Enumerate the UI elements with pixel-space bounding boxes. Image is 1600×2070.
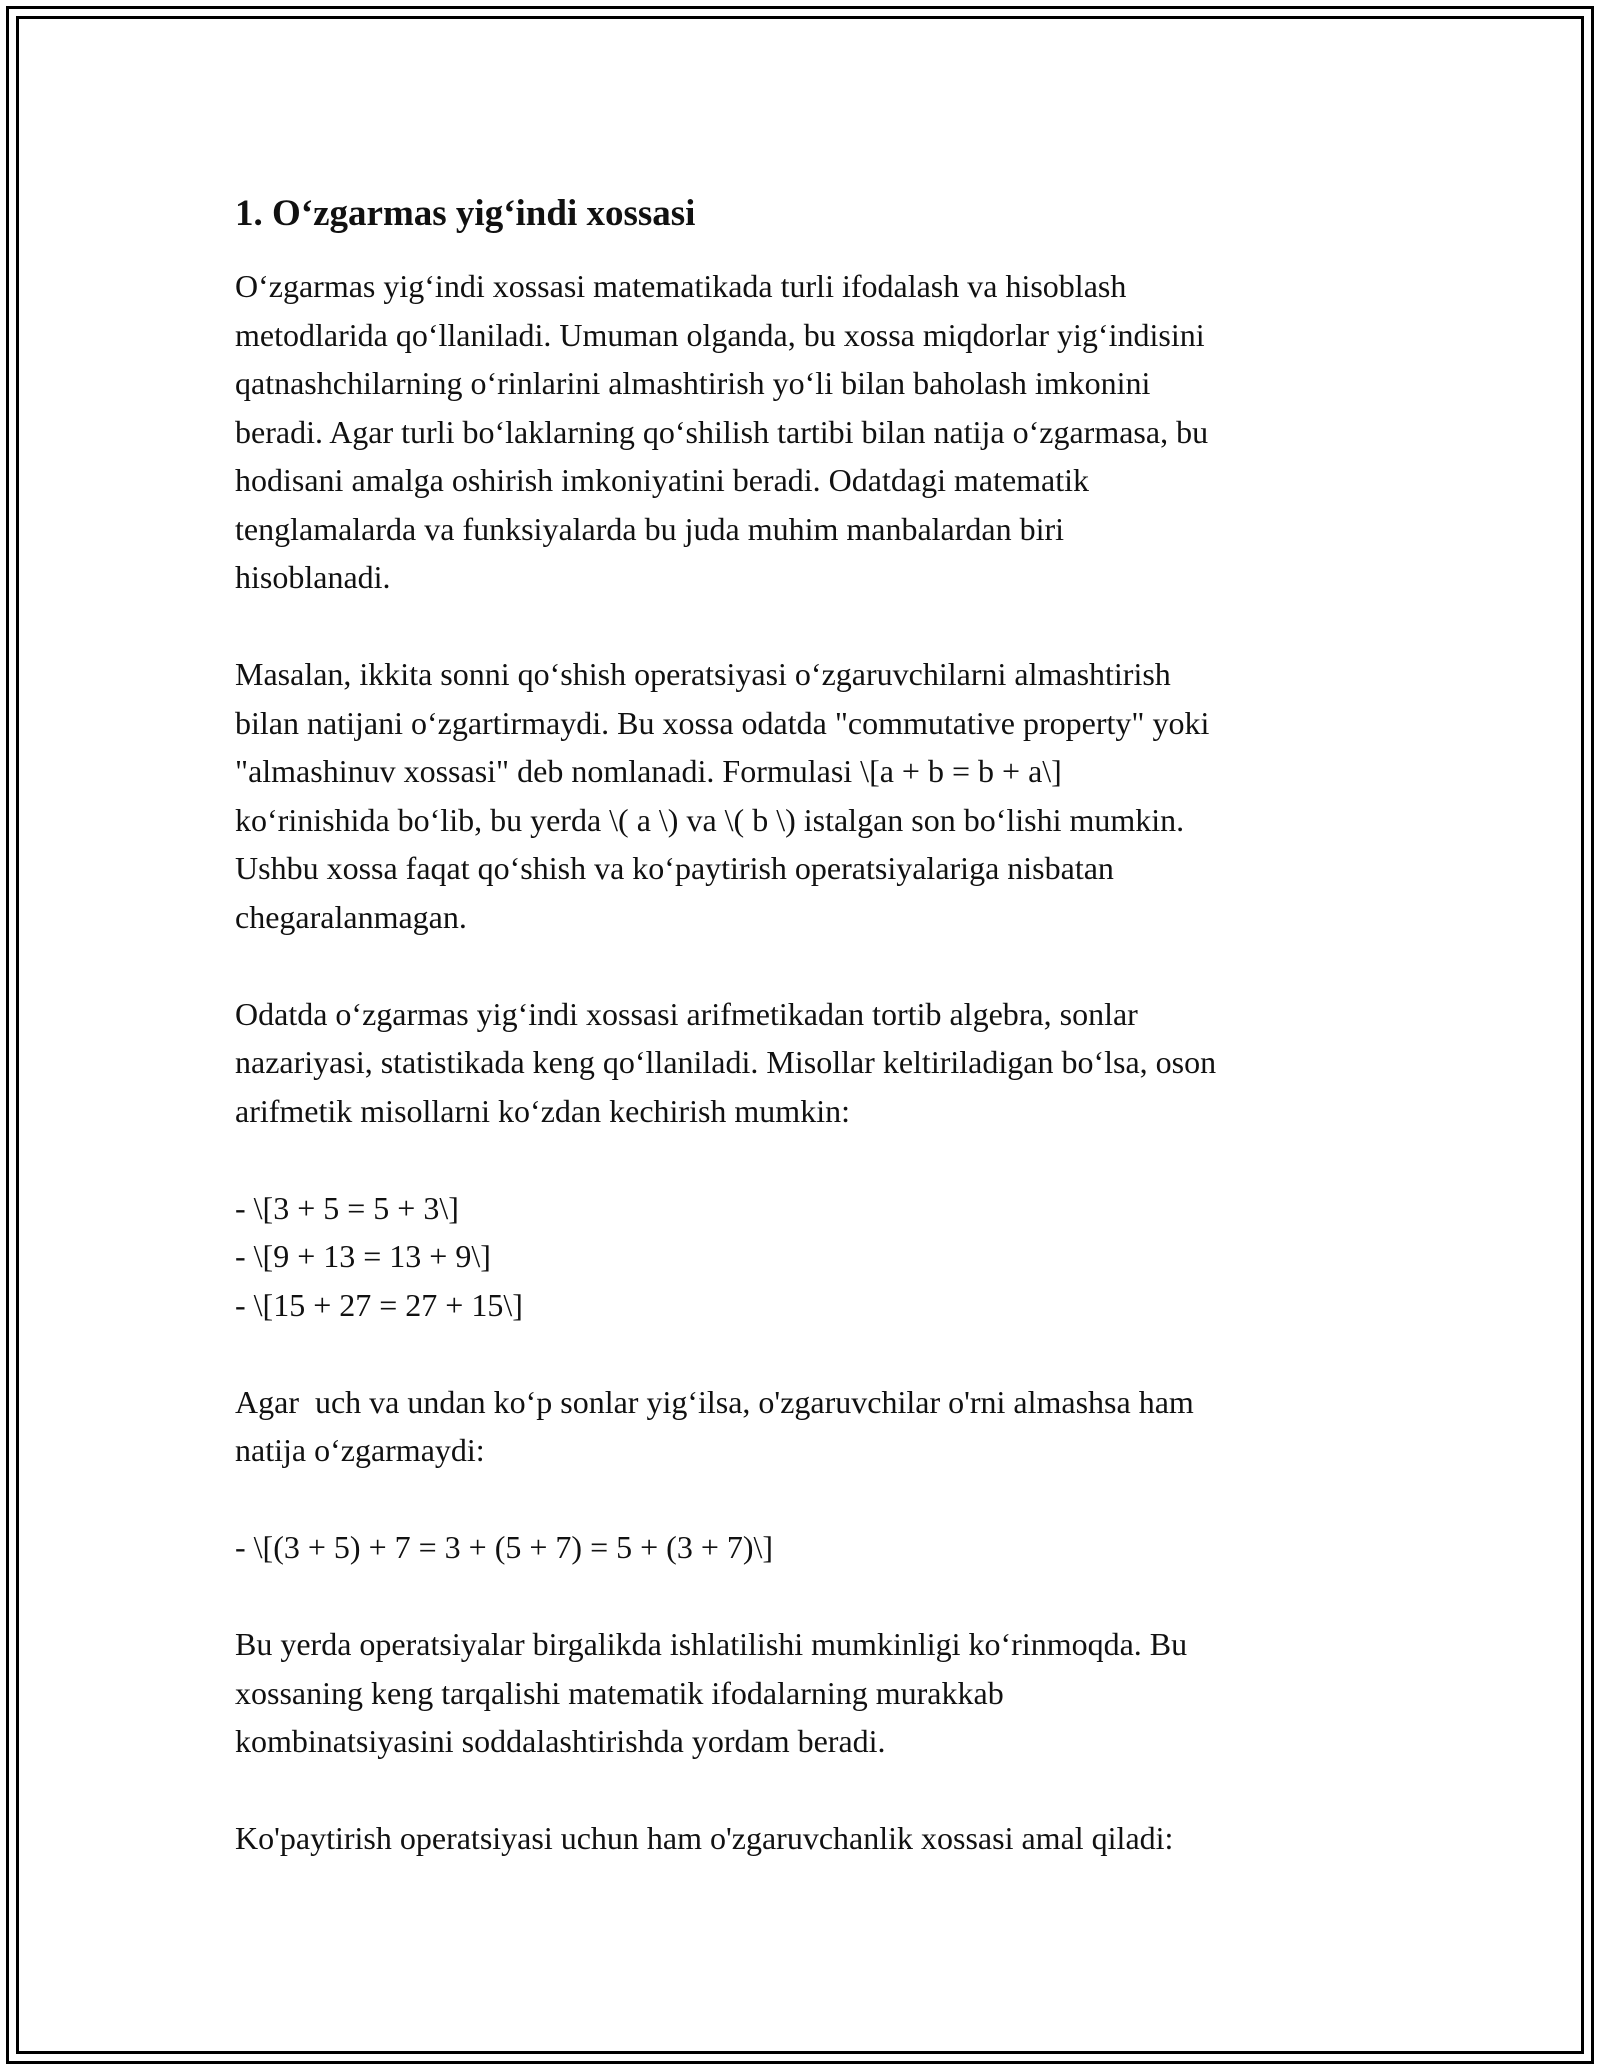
text-line: ko‘rinishida bo‘lib, bu yerda \( a \) va \( b \) istalgan son bo‘lishi mumkin.: [235, 801, 1185, 838]
text-line: qatnashchilarning o‘rinlarini almashtirish yo‘li bilan baholash imkonini: [235, 365, 1151, 401]
paragraph-example: [235, 650, 1375, 941]
section-heading: 1. O‘zgarmas yig‘indi xossasi: [235, 193, 696, 234]
text-line: kombinatsiyasini soddalashtirishda yordam beradi.: [235, 1723, 886, 1759]
text-line: hisoblanadi.: [235, 559, 391, 595]
paragraph-intro: [235, 262, 1375, 602]
text-line: O‘zgarmas yig‘indi xossasi matematikada turli ifodalash va hisoblash: [235, 268, 1127, 304]
paragraph-usage: [235, 990, 1375, 1136]
text-line: bilan natijani o‘zgartirmaydi. Bu xossa odatda "commutative property" yoki: [235, 704, 1210, 741]
text-line: Odatda o‘zgarmas yig‘indi xossasi arifmetikadan tortib algebra, sonlar: [235, 995, 1138, 1032]
text-line: nazariyasi, statistikada keng qo‘llaniladi. Misollar keltiriladigan bo‘lsa, oson: [235, 1044, 1217, 1080]
text-line: xossaning keng tarqalishi matematik ifodalarning murakkab: [235, 1674, 1004, 1711]
text-line: "almashinuv xossasi" deb nomlanadi. Formulasi \[a + b = b + a\]: [235, 753, 1062, 789]
text-line: tenglamalarda va funksiyalarda bu juda muhim manbalardan biri: [235, 510, 1065, 547]
paragraph-multiplication: [235, 1814, 1375, 1863]
formula-item: - \[(3 + 5) + 7 = 3 + (5 + 7) = 5 + (3 + 7)\]: [235, 1529, 774, 1565]
document-body: [235, 186, 1375, 1911]
text-line: Ushbu xossa faqat qo‘shish va ko‘paytirish operatsiyalariga nisbatan: [235, 850, 1114, 886]
text-line: Bu yerda operatsiyalar birgalikda ishlatilishi mumkinligi ko‘rinmoqda. Bu: [235, 1626, 1188, 1662]
formula-associative: [235, 1523, 1375, 1572]
paragraph-combination: [235, 1620, 1375, 1766]
formula-list: [235, 1184, 1375, 1330]
text-line: chegaralanmagan.: [235, 898, 467, 935]
text-line: Masalan, ikkita sonni qo‘shish operatsiyasi o‘zgaruvchilarni almashtirish: [235, 656, 1171, 692]
formula-item: - \[9 + 13 = 13 + 9\]: [235, 1238, 491, 1274]
text-line: Agar uch va undan ko‘p sonlar yig‘ilsa, o'zgaruvchilar o'rni almashsa ham: [235, 1383, 1194, 1420]
paragraph-three-numbers: [235, 1378, 1375, 1475]
text-line: beradi. Agar turli bo‘laklarning qo‘shilish tartibi bilan natija o‘zgarmasa, bu: [235, 413, 1209, 450]
text-line: hodisani amalga oshirish imkoniyatini beradi. Odatdagi matematik: [235, 462, 1090, 498]
formula-item: - \[15 + 27 = 27 + 15\]: [235, 1286, 523, 1323]
text-line: metodlarida qo‘llaniladi. Umuman olganda, bu xossa miqdorlar yig‘indisini: [235, 316, 1205, 353]
formula-item: - \[3 + 5 = 5 + 3\]: [235, 1189, 459, 1226]
text-line: natija o‘zgarmaydi:: [235, 1432, 485, 1468]
text-line: arifmetik misollarni ko‘zdan kechirish mumkin:: [235, 1092, 850, 1129]
text-line: Ko'paytirish operatsiyasi uchun ham o'zgaruvchanlik xossasi amal qiladi:: [235, 1820, 1174, 1856]
